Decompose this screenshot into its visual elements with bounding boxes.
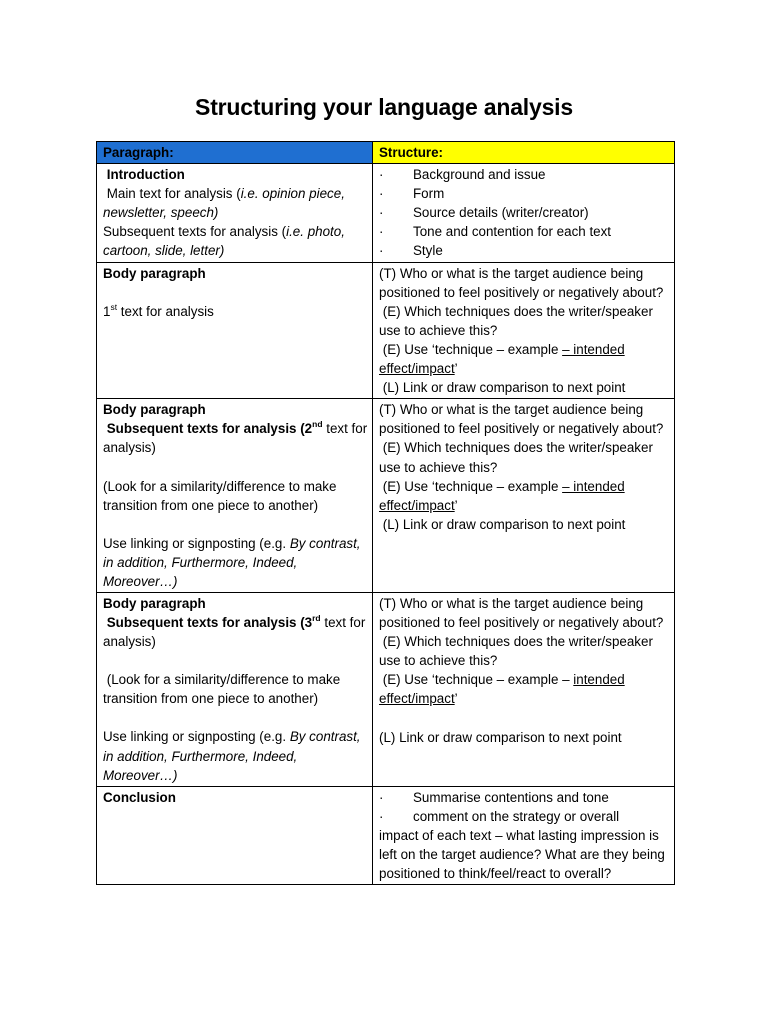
table-row-body-3 xyxy=(97,592,675,786)
body3-right-cell xyxy=(373,592,675,786)
body3-techniques: (E) Which techniques does the writer/speaker use to achieve this? xyxy=(379,634,653,669)
body2-look: (Look for a similarity/difference to make transition from one piece to another) xyxy=(103,478,337,513)
table-row-body-2 xyxy=(97,399,675,593)
header-paragraph: Paragraph: xyxy=(97,142,373,164)
body1-left-cell xyxy=(97,262,373,399)
intro-main-text: Main text for analysis (i.e. opinion piece, xyxy=(106,186,345,202)
body3-subsequent: Subsequent texts for analysis (3rd text for xyxy=(106,613,366,631)
body1-target: (T) Who or what is the target audience being positioned to feel positively or negatively about? xyxy=(379,265,664,300)
conclusion-strategy-cont: impact of each text – what lasting impression is left on the target audience? What are they being positioned to think/feel/react to overall? xyxy=(379,827,665,882)
conclusion-heading: Conclusion xyxy=(103,789,176,805)
body2-link: (L) Link or draw comparison to next point xyxy=(382,516,626,532)
body2-heading: Body paragraph xyxy=(103,402,206,418)
body3-link: (L) Link or draw comparison to next point xyxy=(379,729,622,745)
intro-heading: Introduction xyxy=(106,167,185,183)
intro-main-text-cont: newsletter, speech) xyxy=(103,205,219,221)
body3-look: (Look for a similarity/difference to make transition from one piece to another) xyxy=(103,672,341,707)
conclusion-left-cell xyxy=(97,786,373,884)
body1-techniques: (E) Which techniques does the writer/speaker use to achieve this? xyxy=(379,303,653,338)
body2-linking-end: Moreover…) xyxy=(103,573,178,589)
body2-linking: Use linking or signposting (e.g. By contrast, xyxy=(103,535,361,551)
page-title: Structuring your language analysis xyxy=(195,94,573,120)
header-structure: Structure: xyxy=(373,142,675,164)
intro-right-cell xyxy=(373,164,675,262)
table-row-introduction xyxy=(97,164,675,262)
list-item: · Source details (writer/creator) xyxy=(379,205,589,221)
body2-techniques: (E) Which techniques does the writer/speaker use to achieve this? xyxy=(379,440,653,475)
intro-subsequent-text: Subsequent texts for analysis (i.e. photo, xyxy=(103,224,345,240)
intro-left-cell xyxy=(97,164,373,262)
table-header-row xyxy=(97,142,675,164)
body2-subsequent-cont: analysis) xyxy=(103,440,156,456)
body3-heading: Body paragraph xyxy=(103,595,206,611)
list-item: · Summarise contentions and tone xyxy=(379,789,609,805)
body2-subsequent: Subsequent texts for analysis (2nd text for xyxy=(106,419,368,437)
conclusion-right-cell xyxy=(373,786,675,884)
list-item: · comment on the strategy or overall xyxy=(379,808,620,824)
body3-linking: Use linking or signposting (e.g. By contrast, xyxy=(103,729,361,745)
body3-use: (E) Use ‘technique – example – intended effect/impact’ xyxy=(379,672,625,707)
body2-left-cell xyxy=(97,399,373,593)
structure-table xyxy=(96,141,675,885)
body3-linking-cont: in addition, Furthermore, Indeed, xyxy=(103,748,298,764)
table-row-body-1 xyxy=(97,262,675,399)
intro-subsequent-text-cont: cartoon, slide, letter) xyxy=(103,243,225,259)
body3-subsequent-cont: analysis) xyxy=(103,634,156,650)
body1-text: 1st text for analysis xyxy=(103,301,214,319)
body2-right-cell xyxy=(373,399,675,593)
list-item: · Style xyxy=(379,243,443,259)
body3-left-cell xyxy=(97,592,373,786)
list-item: · Background and issue xyxy=(379,167,546,183)
body1-right-cell xyxy=(373,262,675,399)
body1-use: (E) Use ‘technique – example – intended effect/impact’ xyxy=(379,341,625,377)
body2-linking-cont: in addition, Furthermore, Indeed, xyxy=(103,554,298,570)
body3-target: (T) Who or what is the target audience being positioned to feel positively or negatively about? xyxy=(379,595,664,631)
body2-use: (E) Use ‘technique – example – intended effect/impact’ xyxy=(379,478,625,513)
list-item: · Tone and contention for each text xyxy=(379,224,612,240)
body1-heading: Body paragraph xyxy=(103,265,206,281)
table-row-conclusion xyxy=(97,786,675,884)
body2-target: (T) Who or what is the target audience being positioned to feel positively or negatively about? xyxy=(379,402,664,437)
list-item: · Form xyxy=(379,186,445,202)
body3-linking-end: Moreover…) xyxy=(103,767,178,783)
body1-link: (L) Link or draw comparison to next point xyxy=(382,380,626,396)
